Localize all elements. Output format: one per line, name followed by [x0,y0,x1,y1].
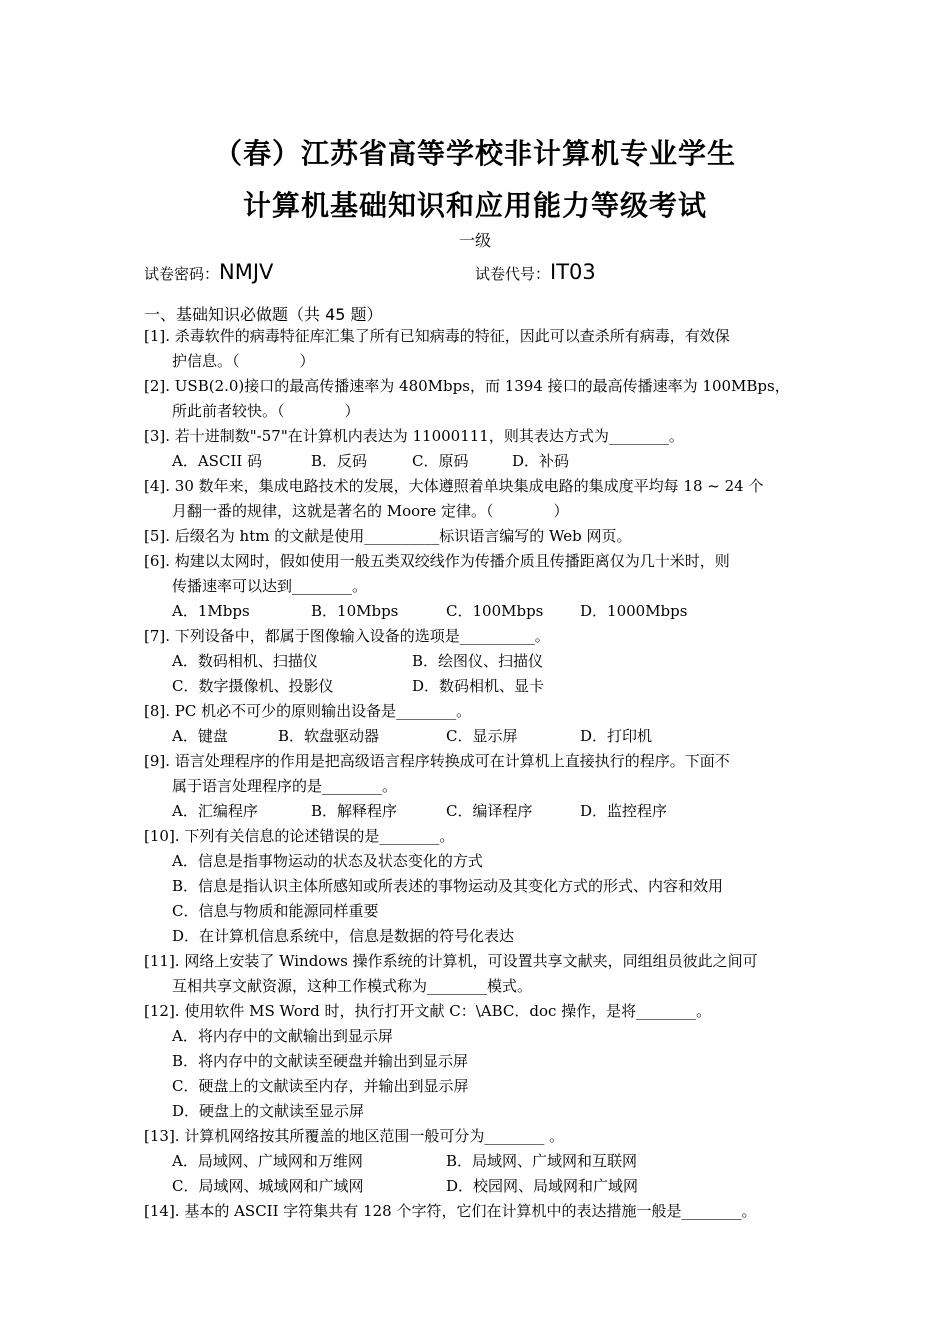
question-8: [8]. PC 机必不可少的原则输出设备是________。 [144,702,472,720]
question-6: [6]. 构建以太网时，假如使用一般五类双绞线作为传播介质且传播距离仅为几十米时，则 [144,552,730,570]
paper-code-value: IT03 [550,260,596,284]
question-11-continued: 互相共享文献资源，这种工作模式称为________模式。 [172,977,533,995]
question-7-option-c: C．数字摄像机、投影仪 [172,677,334,695]
question-13-option-c: C．局域网、城域网和广域网 [172,1177,364,1195]
question-6-continued: 传播速率可以达到________。 [172,577,368,595]
question-11: [11]. 网络上安装了 Windows 操作系统的计算机，可设置共享文献夹，同组组员彼此之间可 [144,952,758,970]
paper-password-label: 试卷密码： [144,265,220,283]
question-9-continued: 属于语言处理程序的是________。 [172,777,398,795]
question-1: [1]. 杀毒软件的病毒特征库汇集了所有已知病毒的特征，因此可以查杀所有病毒，有效保 [144,327,730,345]
question-13-option-a: A．局域网、广域网和万维网 [172,1152,363,1170]
question-9: [9]. 语言处理程序的作用是把高级语言程序转换成可在计算机上直接执行的程序。下面不 [144,752,730,770]
question-9-option-c: C．编译程序 [446,802,533,820]
question-3-option-d: D．补码 [512,452,570,470]
question-13-option-b: B．局域网、广域网和互联网 [446,1152,638,1170]
question-3-option-a: A．ASCII 码 [172,452,263,470]
question-6-option-c: C．100Mbps [446,602,544,620]
section-title: 一、基础知识必做题（共 45 题） [144,305,383,324]
question-12-option-d: D．硬盘上的文献读至显示屏 [172,1102,365,1120]
question-7-option-d: D．数码相机、显卡 [412,677,545,695]
question-6-option-a: A．1Mbps [172,602,250,620]
exam-level: 一级 [458,231,491,250]
question-10-option-a: A．信息是指事物运动的状态及状态变化的方式 [172,852,483,870]
question-12-option-b: B．将内存中的文献读至硬盘并输出到显示屏 [172,1052,469,1070]
question-1-continued: 护信息。（ ） [172,352,315,370]
question-10: [10]. 下列有关信息的论述错误的是________。 [144,827,455,845]
question-2-continued: 所此前者较快。（ ） [172,402,360,420]
question-10-option-c: C．信息与物质和能源同样重要 [172,902,379,920]
question-4-continued: 月翻一番的规律，这就是著名的 Moore 定律。（ ） [172,502,569,520]
question-4: [4]. 30 数年来，集成电路技术的发展，大体遵照着单块集成电路的集成度平均每 18 ~ 24 个 [144,477,764,495]
exam-title-line2: 计算机基础知识和应用能力等级考试 [242,189,707,222]
question-3-option-b: B．反码 [311,452,368,470]
question-10-option-d: D．在计算机信息系统中，信息是数据的符号化表达 [172,927,515,945]
question-6-option-d: D．1000Mbps [580,602,688,620]
paper-code [475,260,596,284]
question-12-option-c: C．硬盘上的文献读至内存，并输出到显示屏 [172,1077,469,1095]
exam-title-line1: （春）江苏省高等学校非计算机专业学生 [213,137,736,170]
question-12-option-a: A．将内存中的文献输出到显示屏 [172,1027,393,1045]
question-8-option-b: B．软盘驱动器 [278,727,380,745]
question-13-option-d: D．校园网、局域网和广域网 [446,1177,639,1195]
question-12: [12]. 使用软件 MS Word 时，执行打开文献 C：\ABC．doc 操作，是将________。 [144,1002,712,1020]
question-13: [13]. 计算机网络按其所覆盖的地区范围一般可分为________ 。 [144,1127,565,1145]
question-8-option-a: A．键盘 [172,727,228,745]
question-3-option-c: C．原码 [412,452,469,470]
question-14: [14]. 基本的 ASCII 字符集共有 128 个字符，它们在计算机中的表达措施一般是________。 [144,1202,757,1220]
paper-password-value: NMJV [219,260,274,284]
question-9-option-b: B．解释程序 [311,802,398,820]
question-7: [7]. 下列设备中，都属于图像输入设备的选项是__________。 [144,627,550,645]
paper-password [144,260,273,284]
question-3: [3]. 若十进制数"-57"在计算机内表达为 11000111，则其表达方式为________。 [144,427,684,445]
question-2: [2]. USB(2.0)接口的最高传播速率为 480Mbps，而 1394 接口的最高传播速率为 100MBps， [144,377,790,395]
question-9-option-a: A．汇编程序 [172,802,258,820]
question-9-option-d: D．监控程序 [580,802,668,820]
paper-code-label: 试卷代号： [475,265,551,283]
question-7-option-b: B．绘图仪、扫描仪 [412,652,544,670]
question-10-option-b: B．信息是指认识主体所感知或所表述的事物运动及其变化方式的形式、内容和效用 [172,877,724,895]
question-5: [5]. 后缀名为 htm 的文献是使用__________标识语言编写的 Web 网页。 [144,527,632,545]
question-6-option-b: B．10Mbps [311,602,399,620]
question-8-option-d: D．打印机 [580,727,653,745]
question-8-option-c: C．显示屏 [446,727,518,745]
question-7-option-a: A．数码相机、扫描仪 [172,652,318,670]
